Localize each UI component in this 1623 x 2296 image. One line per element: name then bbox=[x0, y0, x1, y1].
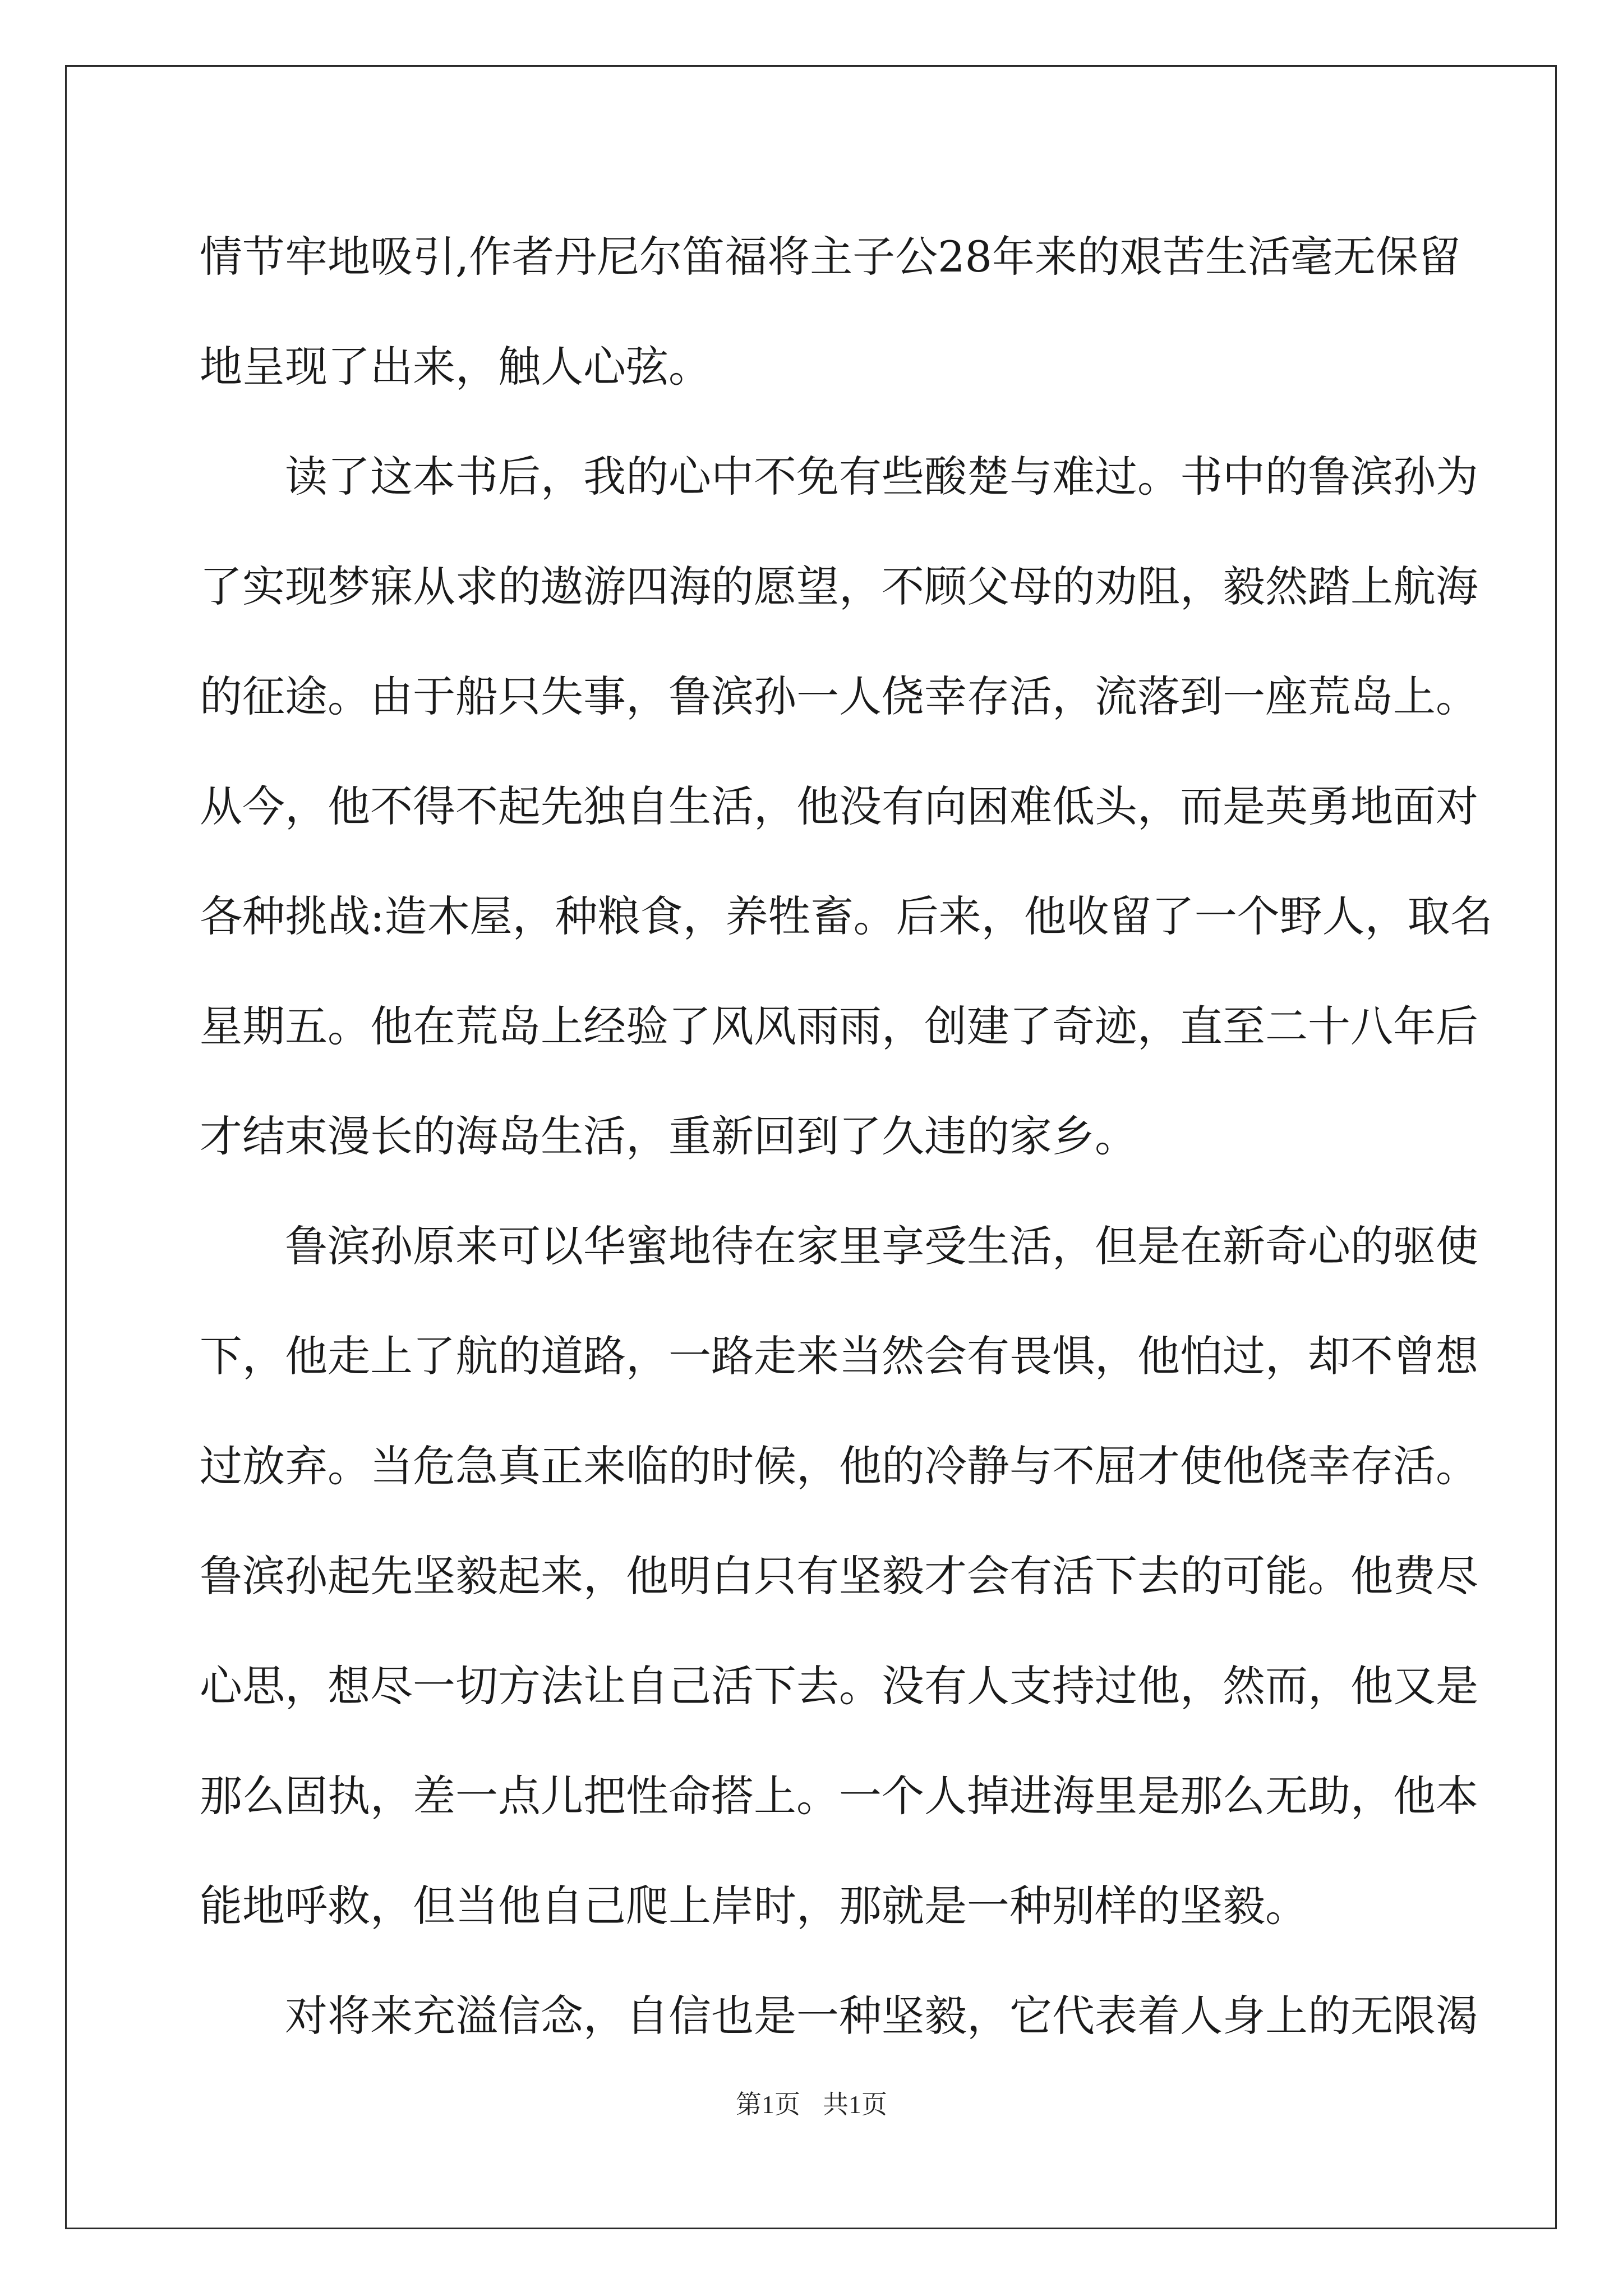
text-line: 鲁 滨 孙 原 来 可 以 华 蜜 地 待 在 家 里 享 受 生 活 ， 但 是 在 新 奇 心 的 驱 使 bbox=[285, 1221, 1478, 1271]
text-line: 心 思 ， 想 尽 一 切 方 法 让 自 己 活 下 去 。 没 有 人 支 持 过 他 ， 然 而 ， 他 又 是 bbox=[200, 1661, 1478, 1711]
text-line: 了 实 现 梦 寐 从 求 的 遨 游 四 海 的 愿 望 ， 不 顾 父 母 的 劝 阻 ， 毅 然 踏 上 航 海 bbox=[200, 562, 1478, 611]
text-line: 地呈现了出来，触人心弦。 bbox=[200, 342, 711, 392]
text-line: 鲁 滨 孙 起 先 坚 毅 起 来 ， 他 明 白 只 有 坚 毅 才 会 有 活 下 去 的 可 能 。 他 费 尽 bbox=[200, 1551, 1478, 1601]
text-line: 星 期 五 。 他 在 荒 岛 上 经 验 了 风 风 雨 雨 ， 创 建 了 奇 迹 ， 直 至 二 十 八 年 后 bbox=[200, 1001, 1478, 1051]
text-line: 下 ， 他 走 上 了 航 的 道 路 ， 一 路 走 来 当 然 会 有 畏 惧 ， 他 怕 过 ， 却 不 曾 想 bbox=[200, 1331, 1478, 1381]
text-line: 从 今 ， 他 不 得 不 起 先 独 自 生 活 ， 他 没 有 向 困 难 低 头 ， 而 是 英 勇 地 面 对 bbox=[200, 781, 1478, 831]
text-line: 那 么 固 执 ， 差 一 点 儿 把 性 命 搭 上 。 一 个 人 掉 进 海 里 是 那 么 无 助 ， 他 本 bbox=[200, 1771, 1478, 1821]
text-line: 才结束漫长的海岛生活，重新回到了久违的家乡。 bbox=[200, 1111, 1137, 1161]
text-line: 各 种 挑 战 : 造 木 屋 ， 种 粮 食 ， 养 牲 畜 。 后 来 ， 他 收 留 了 一 个 野 人 ， 取 名 bbox=[200, 891, 1493, 941]
page-footer bbox=[0, 2084, 1623, 2121]
document-body bbox=[200, 202, 1493, 2071]
text-line: 过 放 弃 。 当 危 急 真 正 来 临 的 时 候 ， 他 的 冷 静 与 不 屈 才 使 他 侥 幸 存 活 。 bbox=[200, 1441, 1478, 1491]
page-number: 第1页 bbox=[736, 2090, 800, 2119]
page-total: 共1页 bbox=[823, 2090, 887, 2119]
text-line: 情 节 牢 地 吸 引 , 作 者 丹 尼 尔 笛 福 将 主 子 公 28 年 来 的 艰 苦 生 活 毫 无 保 留 bbox=[200, 232, 1461, 282]
text-line: 的 征 途 。 由 于 船 只 失 事 ， 鲁 滨 孙 一 人 侥 幸 存 活 ， 流 落 到 一 座 荒 岛 上 。 bbox=[200, 671, 1478, 721]
text-line: 能地呼救，但当他自己爬上岸时，那就是一种别样的坚毅。 bbox=[200, 1881, 1308, 1931]
text-line: 读 了 这 本 书 后 ， 我 的 心 中 不 免 有 些 酸 楚 与 难 过 。 书 中 的 鲁 滨 孙 为 bbox=[285, 452, 1478, 501]
text-line: 对 将 来 充 溢 信 念 ， 自 信 也 是 一 种 坚 毅 ， 它 代 表 着 人 身 上 的 无 限 渴 bbox=[285, 1991, 1478, 2041]
